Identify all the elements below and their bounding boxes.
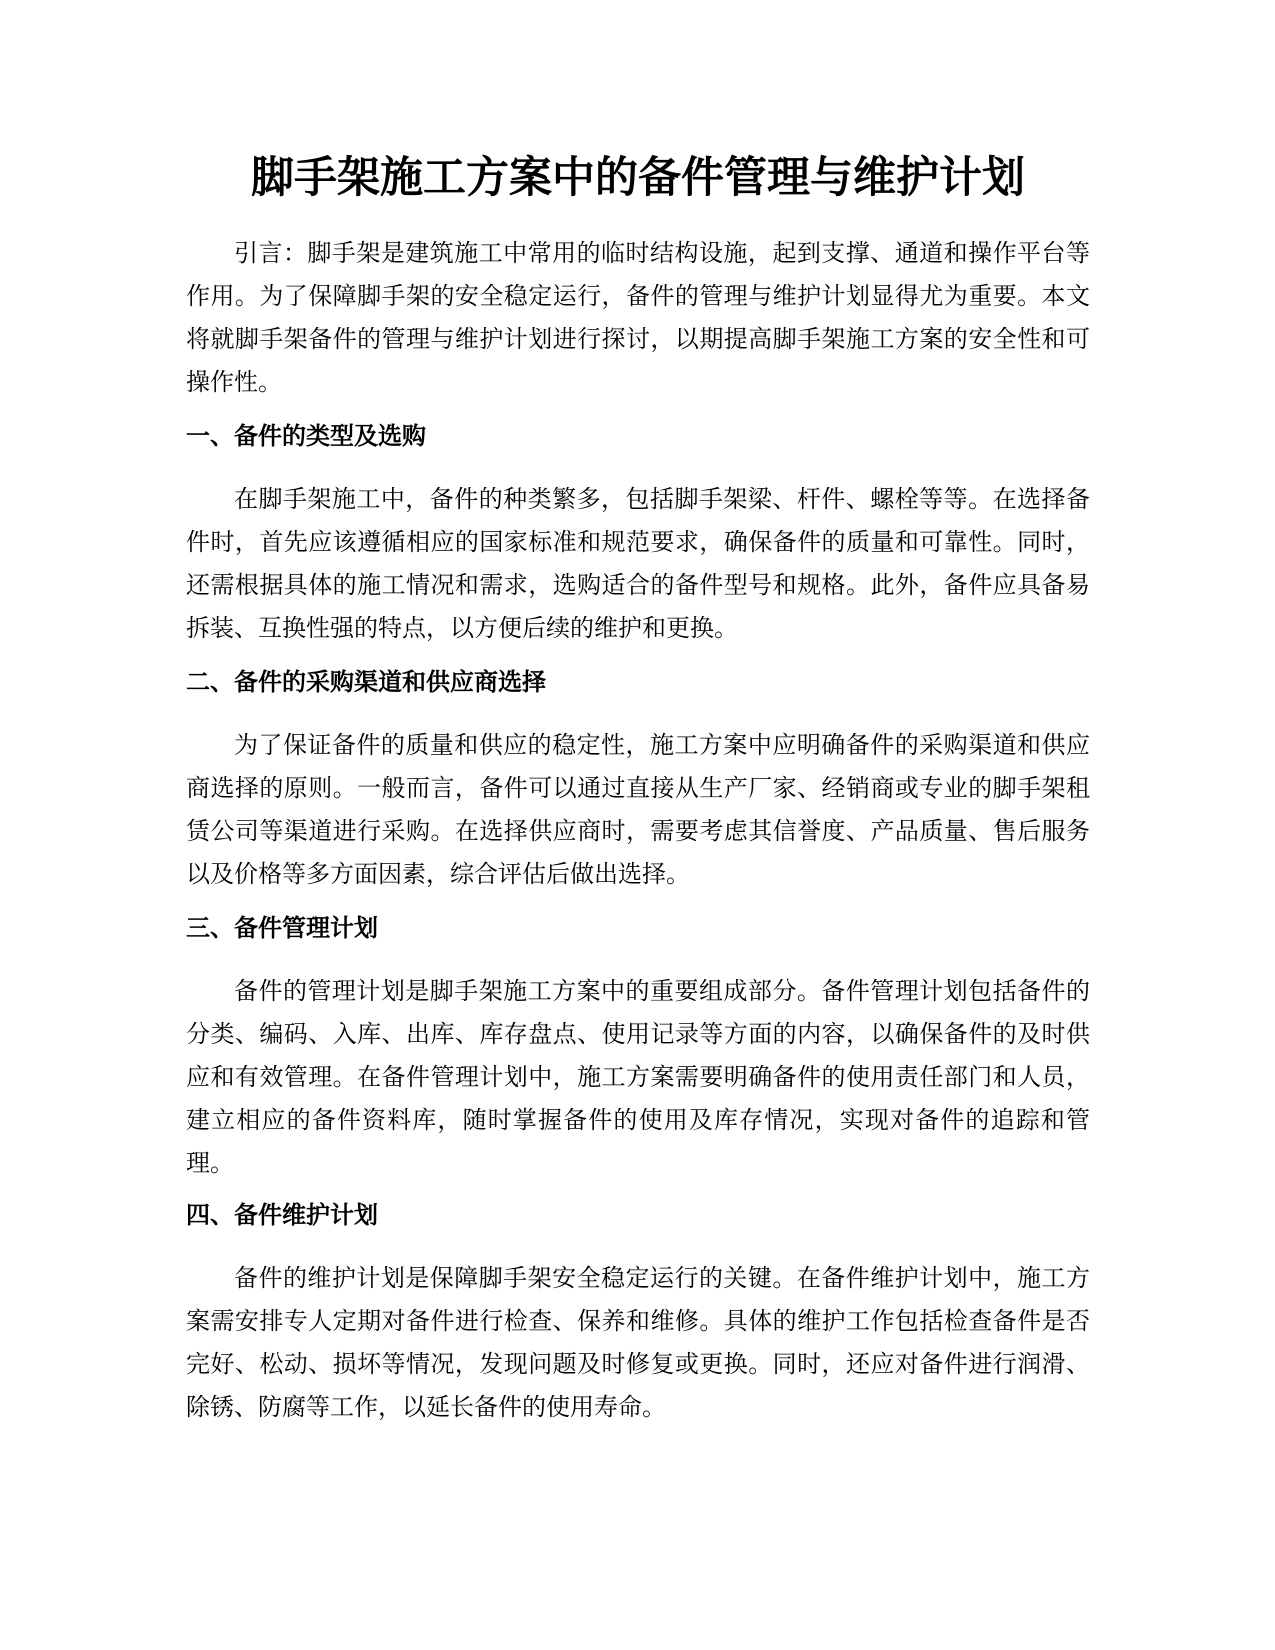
section-3-heading: 三、备件管理计划 xyxy=(186,914,378,942)
section-4-body: 备件的维护计划是保障脚手架安全稳定运行的关键。在备件维护计划中，施工方案需安排专人定期对备件进行检查、保养和维修。具体的维护工作包括检查备件是否完好、松动、损坏等情况，发现问题及时修复或更换。同时，还应对备件进行润滑、除锈、防腐等工作，以延长备件的使用寿命。 xyxy=(186,1264,1090,1421)
section-1-body: 在脚手架施工中，备件的种类繁多，包括脚手架梁、杆件、螺栓等等。在选择备件时，首先应该遵循相应的国家标准和规范要求，确保备件的质量和可靠性。同时，还需根据具体的施工情况和需求，选购适合的备件型号和规格。此外，备件应具备易拆装、互换性强的特点，以方便后续的维护和更换。 xyxy=(186,485,1090,642)
document-title: 脚手架施工方案中的备件管理与维护计划 xyxy=(251,153,1025,203)
intro-paragraph: 引言：脚手架是建筑施工中常用的临时结构设施，起到支撑、通道和操作平台等作用。为了保障脚手架的安全稳定运行，备件的管理与维护计划显得尤为重要。本文将就脚手架备件的管理与维护计划进行探讨，以期提高脚手架施工方案的安全性和可操作性。 xyxy=(186,239,1090,396)
section-3-body: 备件的管理计划是脚手架施工方案中的重要组成部分。备件管理计划包括备件的分类、编码、入库、出库、库存盘点、使用记录等方面的内容，以确保备件的及时供应和有效管理。在备件管理计划中，施工方案需要明确备件的使用责任部门和人员，建立相应的备件资料库，随时掌握备件的使用及库存情况，实现对备件的追踪和管理。 xyxy=(186,977,1090,1177)
section-2-body: 为了保证备件的质量和供应的稳定性，施工方案中应明确备件的采购渠道和供应商选择的原则。一般而言，备件可以通过直接从生产厂家、经销商或专业的脚手架租赁公司等渠道进行采购。在选择供应商时，需要考虑其信誉度、产品质量、售后服务以及价格等多方面因素，综合评估后做出选择。 xyxy=(186,731,1090,888)
section-2-heading: 二、备件的采购渠道和供应商选择 xyxy=(186,668,546,696)
section-1-heading: 一、备件的类型及选购 xyxy=(186,422,426,450)
section-4-heading: 四、备件维护计划 xyxy=(186,1201,378,1229)
